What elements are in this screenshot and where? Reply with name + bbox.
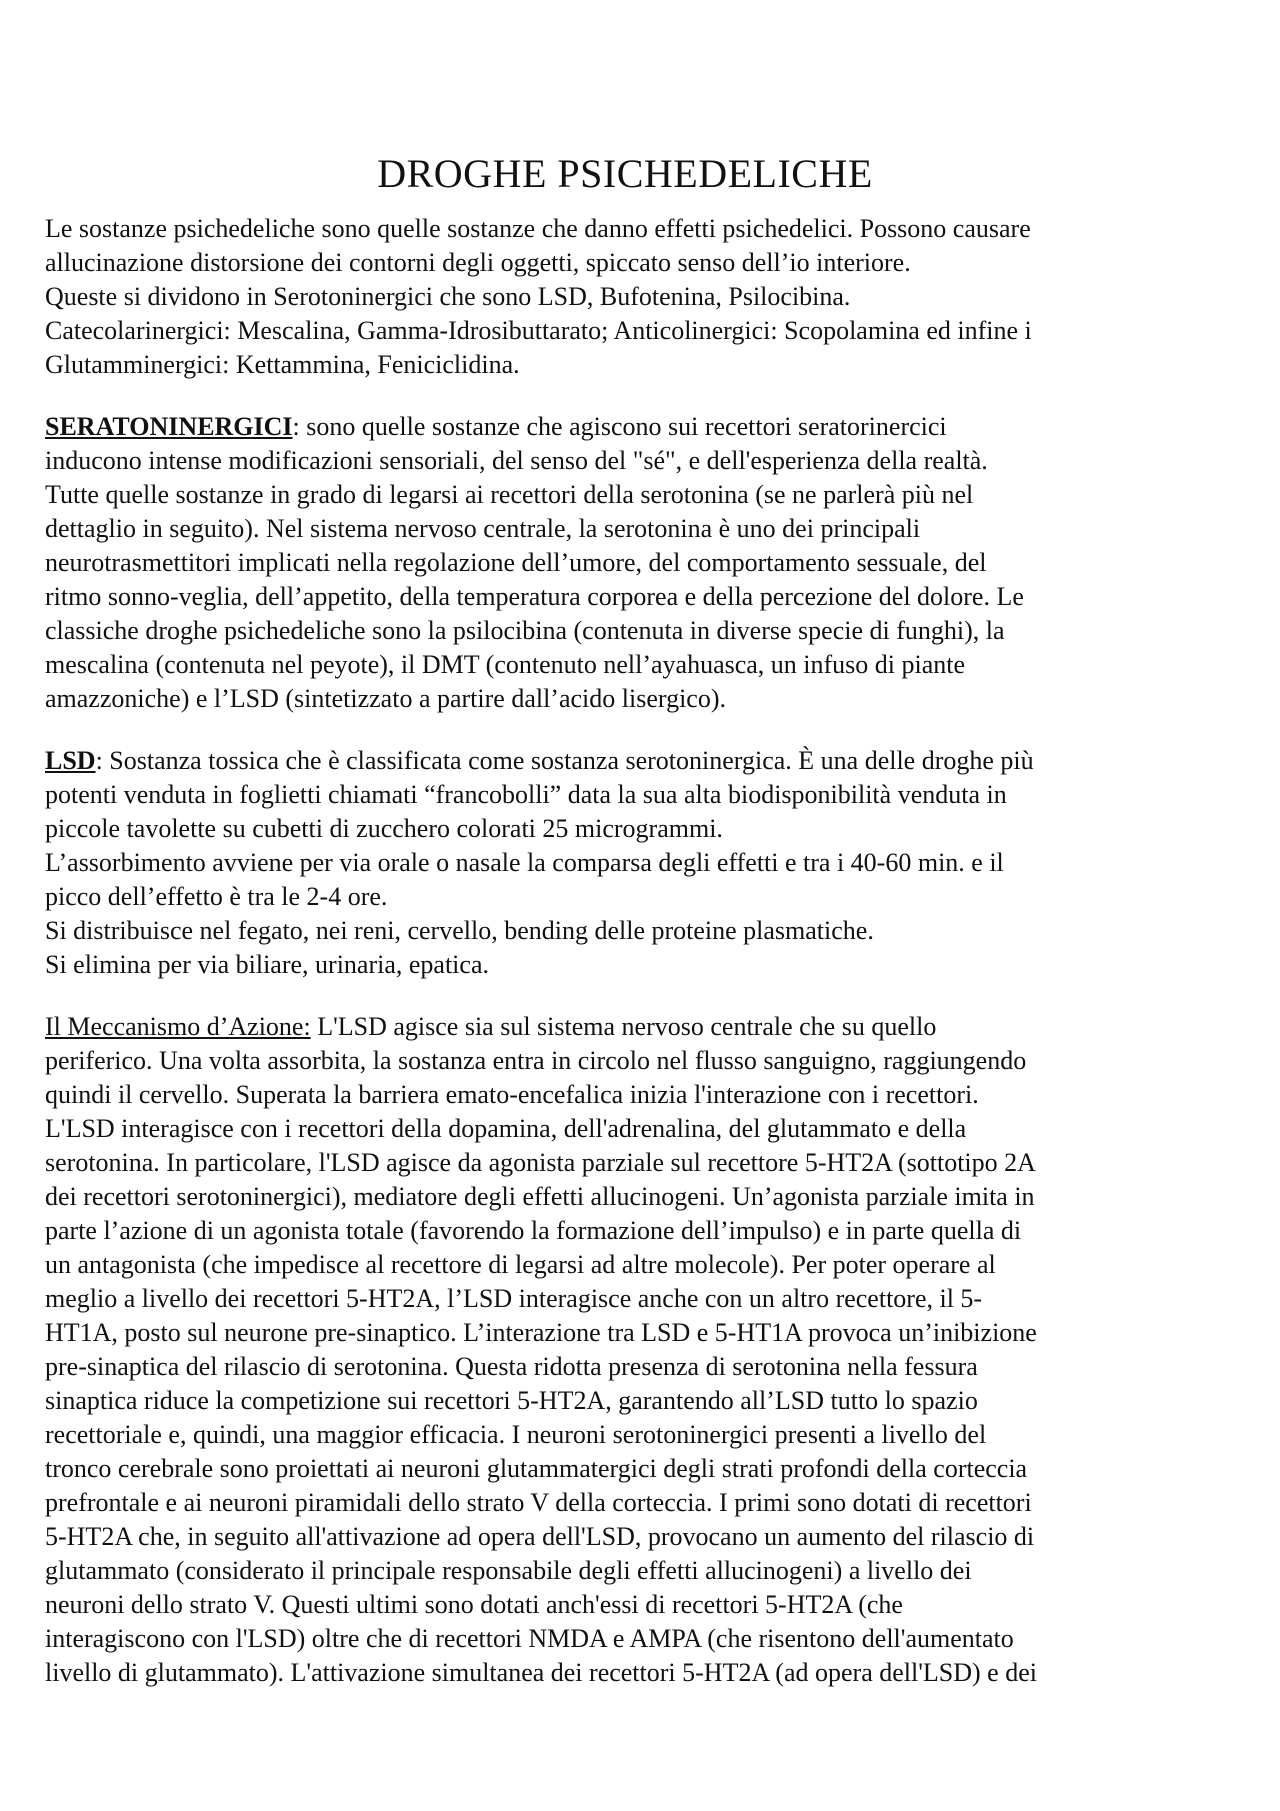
meccanismo-line: 5-HT2A che, in seguito all'attivazione ad opera dell'LSD, provocano un aumento del rilascio di — [45, 1522, 1035, 1551]
meccanismo-line: L'LSD interagisce con i recettori della dopamina, dell'adrenalina, del glutammato e della — [45, 1114, 967, 1143]
meccanismo-section — [45, 1010, 1205, 1690]
serotoninergici-line: inducono intense modificazioni sensoriali, del senso del "sé", e dell'esperienza della realtà. — [45, 446, 988, 475]
intro-line: Le sostanze psichedeliche sono quelle sostanze che danno effetti psichedelici. Possono causare — [45, 214, 1031, 243]
meccanismo-line: serotonina. In particolare, l'LSD agisce da agonista parziale sul recettore 5-HT2A (sottotipo 2A — [45, 1148, 1036, 1177]
meccanismo-line: pre-sinaptica del rilascio di serotonina. Questa ridotta presenza di serotonina nella fessura — [45, 1352, 978, 1381]
serotoninergici-line: neurotrasmettitori implicati nella regolazione dell’umore, del comportamento sessuale, del — [45, 548, 987, 577]
intro-line: Queste si dividono in Serotoninergici che sono LSD, Bufotenina, Psilocibina. — [45, 282, 851, 311]
meccanismo-line: dei recettori serotoninergici), mediatore degli effetti allucinogeni. Un’agonista parziale imita in — [45, 1182, 1035, 1211]
lsd-line — [45, 744, 1205, 778]
meccanismo-line: meglio a livello dei recettori 5-HT2A, l’LSD interagisce anche con un altro recettore, il 5- — [45, 1284, 983, 1313]
serotoninergici-line: ritmo sonno-veglia, dell’appetito, della temperatura corporea e della percezione del dolore. Le — [45, 582, 1024, 611]
intro-section — [45, 212, 1205, 382]
meccanismo-line: recettoriale e, quindi, una maggior efficacia. I neuroni serotoninergici presenti a livello del — [45, 1420, 987, 1449]
serotoninergici-line: classiche droghe psichedeliche sono la psilocibina (contenuta in diverse specie di funghi), la — [45, 616, 1005, 645]
serotoninergici-line — [45, 410, 1205, 444]
meccanismo-line: glutammato (considerato il principale responsabile degli effetti allucinogeni) a livello dei — [45, 1556, 972, 1585]
meccanismo-line: sinaptica riduce la competizione sui recettori 5-HT2A, garantendo all’LSD tutto lo spazio — [45, 1386, 978, 1415]
serotoninergici-section — [45, 410, 1205, 716]
lsd-line: Si elimina per via biliare, urinaria, epatica. — [45, 950, 489, 979]
lsd-label: LSD — [45, 746, 96, 775]
intro-line: Catecolarinergici: Mescalina, Gamma-Idrosibuttarato; Anticolinergici: Scopolamina ed infine i — [45, 316, 1032, 345]
lsd-line: piccole tavolette su cubetti di zucchero colorati 25 microgrammi. — [45, 814, 723, 843]
lsd-line: Si distribuisce nel fegato, nei reni, cervello, bending delle proteine plasmatiche. — [45, 916, 874, 945]
serotoninergici-label: SERATONINERGICI — [45, 412, 293, 441]
meccanismo-line: neuroni dello strato V. Questi ultimi sono dotati anch'essi di recettori 5-HT2A (che — [45, 1590, 903, 1619]
meccanismo-line — [45, 1010, 1205, 1044]
meccanismo-line: parte l’azione di un agonista totale (favorendo la formazione dell’impulso) e in parte quella di — [45, 1216, 1022, 1245]
intro-line: Glutamminergici: Kettammina, Feniciclidina. — [45, 350, 520, 379]
meccanismo-line: HT1A, posto sul neurone pre-sinaptico. L’interazione tra LSD e 5-HT1A provoca un’inibizione — [45, 1318, 1037, 1347]
serotoninergici-line: amazzoniche) e l’LSD (sintetizzato a partire dall’acido lisergico). — [45, 684, 726, 713]
intro-line: allucinazione distorsione dei contorni degli oggetti, spiccato senso dell’io interiore. — [45, 248, 911, 277]
meccanismo-line: tronco cerebrale sono proiettati ai neuroni glutammatergici degli strati profondi della corteccia — [45, 1454, 1028, 1483]
lsd-line: L’assorbimento avviene per via orale o nasale la comparsa degli effetti e tra i 40-60 min. e il — [45, 848, 1004, 877]
serotoninergici-text: : sono quelle sostanze che agiscono sui recettori seratorinercici — [292, 412, 947, 441]
page-title: DROGHE PSICHEDELICHE — [377, 151, 873, 196]
meccanismo-line: periferico. Una volta assorbita, la sostanza entra in circolo nel flusso sanguigno, raggiungendo — [45, 1046, 1027, 1075]
serotoninergici-line: mescalina (contenuta nel peyote), il DMT (contenuto nell’ayahuasca, un infuso di piante — [45, 650, 966, 679]
serotoninergici-line: dettaglio in seguito). Nel sistema nervoso centrale, la serotonina è uno dei principali — [45, 514, 921, 543]
lsd-line: potenti venduta in foglietti chiamati “francobolli” data la sua alta biodisponibilità venduta in — [45, 780, 1007, 809]
meccanismo-line: un antagonista (che impedisce al recettore di legarsi ad altre molecole). Per poter operare al — [45, 1250, 996, 1279]
lsd-section — [45, 744, 1205, 982]
meccanismo-text: L'LSD agisce sia sul sistema nervoso centrale che su quello — [310, 1012, 937, 1041]
lsd-line: picco dell’effetto è tra le 2-4 ore. — [45, 882, 388, 911]
serotoninergici-line: Tutte quelle sostanze in grado di legarsi ai recettori della serotonina (se ne parlerà più nel — [45, 480, 974, 509]
meccanismo-line: prefrontale e ai neuroni piramidali dello strato V della corteccia. I primi sono dotati di recettori — [45, 1488, 1032, 1517]
lsd-text: : Sostanza tossica che è classificata come sostanza serotoninergica. È una delle droghe più — [95, 746, 1034, 775]
meccanismo-line: quindi il cervello. Superata la barriera emato-encefalica inizia l'interazione con i recettori. — [45, 1080, 979, 1109]
meccanismo-line: livello di glutammato). L'attivazione simultanea dei recettori 5-HT2A (ad opera dell'LSD) e dei — [45, 1658, 1037, 1687]
meccanismo-line: interagiscono con l'LSD) oltre che di recettori NMDA e AMPA (che risentono dell'aumentato — [45, 1624, 1014, 1653]
document-page — [45, 150, 1205, 1690]
meccanismo-label: Il Meccanismo d’Azione: — [45, 1012, 311, 1041]
